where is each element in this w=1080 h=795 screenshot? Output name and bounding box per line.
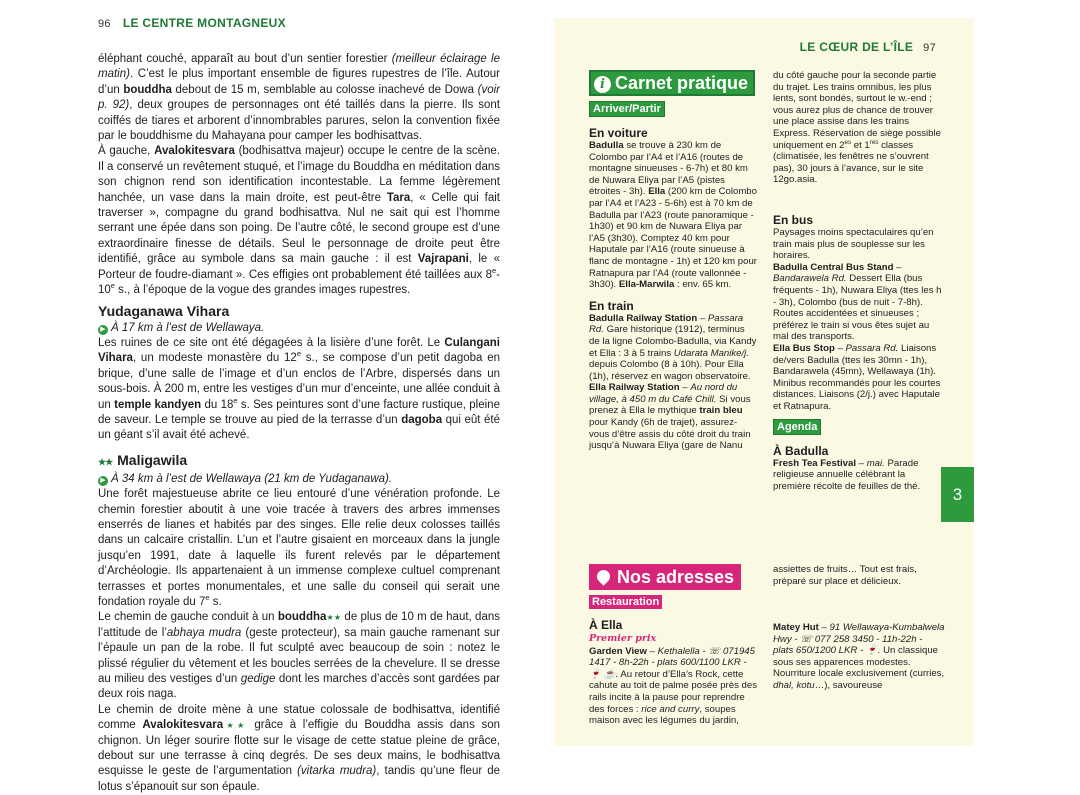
a-badulla-heading: À Badulla xyxy=(773,443,829,458)
fresh-tea-festival-text: Fresh Tea Festival – mai. Parade religieuse annuelle célébrant la première récolte de feuilles de thé. xyxy=(773,457,921,492)
running-head-left xyxy=(98,16,286,30)
maligawila-location xyxy=(98,472,500,487)
garden-view-text: Garden View – Kethalella - ☏ 071945 1417 - 8h-22h - plats 600/1100 LKR - 🍷 ☕. Au retour d’Ella’s Rock, cette cahute au toit de palme posée près des rails incite à la pause pour reprendre des forces : rice and curry, soupes maison avec les légumes du jardin, xyxy=(589,645,757,727)
info-icon: i xyxy=(594,76,611,93)
agenda-label: Agenda xyxy=(773,419,821,435)
ella-station-text: Ella Railway Station – Au nord du village, à 450 m du Café Chill. Si vous prenez à Ella le mythique train bleu pour Kandy (6h de trajet), assurez-vous d’être assis du côté droit du train jusqu’à Nuwara Eliya (gare de Nanu xyxy=(589,382,751,452)
map-pin-icon xyxy=(594,567,612,585)
restauration-label: Restauration xyxy=(589,595,662,609)
maligawila-paragraph-1: Une forêt majestueuse abrite ce lieu entouré d’une vénération profonde. Le chemin forestier aboutit à une voie tracée à travers des arbres immenses enserrés de lianes et habités par des singes. Elle relie deux colosses taillés dans un calcaire cristallin. L’un et l’autre gisaient en morceaux dans la jungle jusqu’en 1991, date à laquelle ils furent relevés par le département d’Archéologie. Ils appartenaient à un immense complexe cultuel comprenant terrasses et portes monumentales, et une salle du conseil qui serait une fondation royale du 7e s. xyxy=(98,488,500,608)
intro-paragraph: éléphant couché, apparaît au bout d’un sentier forestier (meilleur éclairage le matin). C’est le plus important ensemble de figures rupestres de l’île. Autour d’un bouddha debout de 15 m, semblable au colosse inachevé de Dowa (voir p. 92), deux groupes de personnages ont été taillés dans la pierre. Ils sont coiffés de tiares et arborent d’innombrables parures, selon la convention fixée par le bouddhisme du Mahayana pour camper les bodhisattvas. xyxy=(98,53,500,143)
en-bus-heading: En bus xyxy=(773,213,814,227)
carnet-column-1 xyxy=(589,70,757,451)
two-stars-icon: ★★ xyxy=(98,456,113,467)
arriver-partir-label: Arriver/Partir xyxy=(589,101,665,117)
running-head-right-title: LE CŒUR DE L’ÎLE xyxy=(799,40,914,54)
yudaganawa-paragraph: Les ruines de ce site ont été dégagées à la lisière d’une forêt. Le Culangani Vihara, un modeste monastère du 12e s., se compose d’un petit dagoba en brique, d’une salle de l’image et d’un enclos de l’Arbre, dispersés dans un sous-bois. À 200 m, entre les vestiges d’un mur d’enceinte, une allée conduit à un temple kandyen du 18e s. Ses peintures sont d’une facture rustique, pleine de saveur. Le temple se trouve au pied de la terrasse d’un dagoba qui eût été un géant s’il avait été achevé. xyxy=(98,336,501,442)
maligawila-paragraph-2: Le chemin de gauche conduit à un bouddha★★ de plus de 10 m de haut, dans l’attitude de l’abhaya mudra (geste protecteur), sa main gauche ramenant sur l’épaule un pan de la robe. Il fut sculpté avec beaucoup de soin : notez le plissé régulier du vêtement et les boucles serrées de la chevelure. Il se dresse au milieu des vestiges d’un gedige dont les marches d’accès sont gardées par deux rois naga. xyxy=(98,611,500,701)
en-train-heading: En train xyxy=(589,298,634,313)
page-number-right: 97 xyxy=(923,42,936,54)
location-arrow-icon: ▶ xyxy=(98,325,108,335)
main-text-column xyxy=(98,52,500,795)
garden-view-text-continued: assiettes de fruits… Tout est frais, préparé sur place et délicieux. xyxy=(773,564,917,587)
maligawila-paragraph-3: Le chemin de droite mène à une statue colossale de bodhisattva, identifié comme Avalokitesvara★★ grâce à l’effigie du Bouddha assis dans son chignon. Un léger sourire flotte sur le visage de cette statue pleine de grâce, debout sur une terrasse à cinq degrés. De ses deux mains, le bodhisattva esquisse le geste de l’argumentation (vitarka mudra), tandis qu’une fleur de lotus s’épanouit sur son épaule. xyxy=(98,703,500,793)
nos-adresses-title: Nos adresses xyxy=(617,567,735,587)
matey-hut-text: Matey Hut – 91 Wellawaya-Kumbalwela Hwy - ☏ 077 258 3450 - 11h-22h - plats 650/1200 LKR - 🍷. Un classique sous ses apparences modestes. Nourriture locale exclusivement (curries, dhal, kotu…), savoureuse xyxy=(773,622,945,691)
left-page xyxy=(0,0,540,793)
adresses-column-2 xyxy=(773,564,945,692)
carnet-column-2 xyxy=(773,70,945,492)
yudaganawa-heading: Yudaganawa Vihara xyxy=(98,302,230,319)
carnet-pratique-banner xyxy=(589,70,755,96)
carnet-pratique-title: Carnet pratique xyxy=(615,73,749,93)
badulla-station-text: Badulla Railway Station – Passara Rd. Gare historique (1912), terminus de la ligne Colombo-Badulla, via Kandy et Ella : 3 à 5 trains Udarata Manike/j. depuis Colombo (8 à 10h). Pour Ella (1h), réservez en wagon observatoire. xyxy=(589,312,757,382)
page-number-left: 96 xyxy=(98,18,111,30)
nos-adresses-banner xyxy=(589,564,741,590)
premier-prix-label: Premier prix xyxy=(589,633,657,644)
right-page xyxy=(554,18,974,746)
adresses-column-1 xyxy=(589,564,757,727)
avalokitesvara-paragraph: À gauche, Avalokitesvara (bodhisattva majeur) occupe le centre de la scène. Il a conservé un revêtement stuqué, et l’image du Bouddha en méditation dans son chignon rend son identification incontestable. La femme légèrement hanchée, un vase dans la main droite, est peut-être Tara, « Celle qui fait traverser », compagne du grand bodhisattva. Nul ne sait qui est l’homme serrant une épée dans son poing. De l’autre côté, le second groupe est d’une extraordinaire finesse de détails. Seul le personnage de droite peut être identifié, grâce au symbole dans sa main gauche : il est Vajrapani, le « Porteur de foudre-diamant ». Ces effigies ont probablement été taillées aux 8e-10e s., à l’époque de la vogue des grandes images rupestres. xyxy=(98,145,501,297)
running-head-right xyxy=(800,40,936,54)
yudaganawa-location xyxy=(98,321,500,336)
maligawila-title: Maligawila xyxy=(117,451,188,468)
en-voiture-text: Badulla se trouve à 230 km de Colombo par l’A4 et l’A16 (routes de montagne sinueuses - 6-7h) et 80 km de Nuwara Eliya par l’A5 (pistes étroites - 3h). Ella (200 km de Colombo par l’A4 et l’A23 - 5-6h) est à 70 km de Badulla par l’A23 (route panoramique - 1h30) et 90 km de Nuwara Eliya par l’A5 (3h30). Comptez 40 km pour Haputale par l’A16 (route sinueuse à flanc de montagne - 1h) et 120 km pour Ratnapura par l’A4 (route vallonnée - 3h30). Ella-Marwila : env. 65 km. xyxy=(589,140,757,291)
badulla-bus-stand-text: Badulla Central Bus Stand – Bandarawela Rd. Dessert Ella (bus fréquents - 1h), Nuwara Eliya (ttes les h - 3h), Colombo (bus de nuit - 7-8h). Routes accidentées et sinueuses ; préférez le train si vous êtes sujet au mal des transports. xyxy=(773,261,942,343)
maligawila-location-text: À 34 km à l’est de Wellawaya (21 km de Yudaganawa). xyxy=(111,472,393,485)
chapter-tab: 3 xyxy=(941,467,974,522)
maligawila-heading xyxy=(98,452,500,471)
a-ella-heading: À Ella xyxy=(589,618,623,632)
running-head-left-title: LE CENTRE MONTAGNEUX xyxy=(122,16,286,30)
ella-station-text-continued: du côté gauche pour la seconde partie du trajet. Les trains omnibus, les plus lents, sont bondés, surtout le w.-end ; vous aurez plus de chance de trouver une place assise dans les trains Express. Réservation de siège possible uniquement en $2^{es}$ et 1res classes (climatisée, les fenêtres ne s’ouvrent pas), 30 jours à l’avance, sur le site 12go.asia. xyxy=(773,70,941,186)
bus-intro-text: Paysages moins spectaculaires qu’en train mais plus de souplesse sur les horaires. xyxy=(773,227,934,262)
yudaganawa-location-text: À 17 km à l’est de Wellawaya. xyxy=(111,321,265,334)
en-voiture-heading: En voiture xyxy=(589,126,648,140)
ella-bus-stop-text: Ella Bus Stop – Passara Rd. Liaisons de/vers Badulla (ttes les 30mn - 1h), Bandarawela (45mn), Wellawaya (1h). Minibus recommandés pour les courtes distances. Liaisons (2/j.) avec Haputale et Ratnapura. xyxy=(773,342,941,412)
location-arrow-icon: ▶ xyxy=(98,476,108,486)
